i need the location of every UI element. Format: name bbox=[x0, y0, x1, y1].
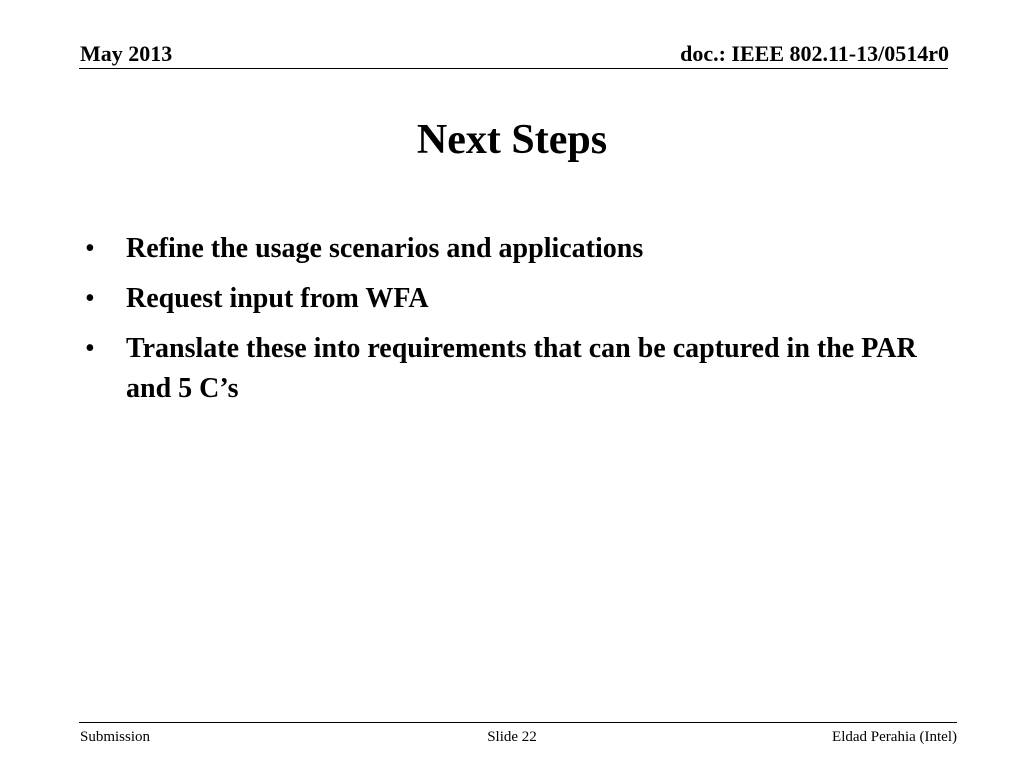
bullet-text: Request input from WFA bbox=[126, 283, 429, 314]
bullet-item bbox=[85, 279, 955, 319]
footer-author: Eldad Perahia (Intel) bbox=[832, 729, 957, 745]
bullet-icon: • bbox=[85, 233, 95, 264]
bullet-icon: • bbox=[85, 283, 95, 314]
header-divider bbox=[79, 68, 948, 69]
header-doc-id: doc.: IEEE 802.11-13/0514r0 bbox=[680, 41, 949, 66]
bullet-item bbox=[85, 329, 955, 409]
bullet-icon: • bbox=[85, 333, 95, 364]
slide-title: Next Steps bbox=[416, 117, 608, 163]
bullet-text: Refine the usage scenarios and applications bbox=[126, 233, 644, 264]
footer-slide-number: Slide 22 bbox=[487, 729, 537, 745]
footer-divider bbox=[79, 722, 957, 723]
header-date: May 2013 bbox=[80, 41, 173, 66]
footer-submission: Submission bbox=[80, 729, 151, 745]
bullet-item bbox=[85, 229, 955, 269]
bullet-text: Translate these into requirements that can be captured in the PAR and 5 C’s bbox=[126, 333, 917, 404]
bullet-list bbox=[85, 229, 955, 419]
